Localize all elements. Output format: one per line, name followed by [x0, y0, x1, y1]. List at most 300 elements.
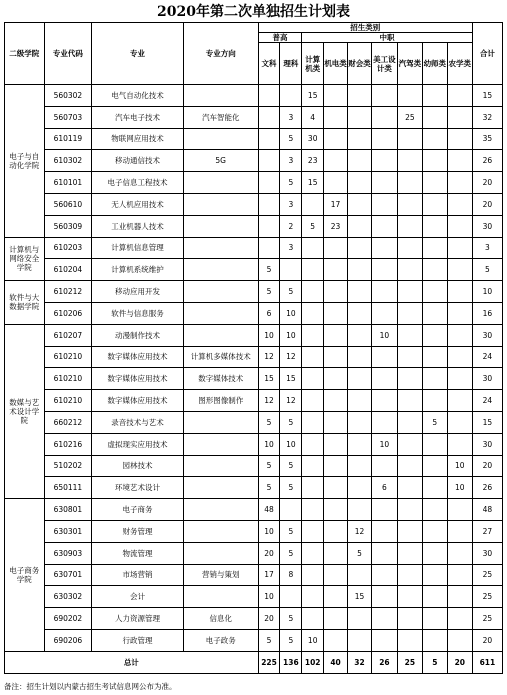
quota-cell — [258, 128, 280, 150]
major-direction: 信息化 — [183, 608, 258, 630]
quota-cell — [302, 368, 324, 390]
quota-cell — [348, 608, 372, 630]
quota-cell — [397, 629, 422, 651]
quota-cell — [397, 608, 422, 630]
quota-cell — [397, 150, 422, 172]
major-name: 电气自动化技术 — [92, 85, 183, 107]
quota-cell — [447, 564, 472, 586]
quota-cell — [447, 542, 472, 564]
major-name: 虚拟现实应用技术 — [92, 433, 183, 455]
quota-cell — [397, 411, 422, 433]
header-col-art-design: 美工设计类 — [371, 43, 397, 85]
quota-cell — [348, 85, 372, 107]
quota-cell — [258, 150, 280, 172]
quota-cell — [324, 629, 348, 651]
quota-cell: 17 — [258, 564, 280, 586]
totals-cell: 25 — [397, 651, 422, 673]
table-row — [5, 411, 503, 433]
quota-cell: 5 — [280, 542, 302, 564]
quota-cell — [447, 324, 472, 346]
major-direction — [183, 128, 258, 150]
major-direction — [183, 324, 258, 346]
quota-cell — [324, 259, 348, 281]
quota-cell — [258, 193, 280, 215]
major-name: 人力资源管理 — [92, 608, 183, 630]
table-row — [5, 477, 503, 499]
quota-cell: 15 — [258, 368, 280, 390]
row-total: 20 — [472, 193, 502, 215]
quota-cell — [258, 106, 280, 128]
quota-cell — [422, 172, 447, 194]
row-total: 15 — [472, 411, 502, 433]
totals-label: 总计 — [5, 651, 259, 673]
table-row — [5, 346, 503, 368]
header-col-driving: 汽驾类 — [397, 43, 422, 85]
quota-cell — [258, 215, 280, 237]
quota-cell: 48 — [258, 499, 280, 521]
quota-cell — [324, 346, 348, 368]
quota-cell — [397, 542, 422, 564]
row-total: 30 — [472, 215, 502, 237]
totals-cell: 26 — [371, 651, 397, 673]
quota-cell — [302, 346, 324, 368]
major-direction — [183, 411, 258, 433]
college-name: 电子与自动化学院 — [5, 85, 45, 238]
major-direction: 数字媒体技术 — [183, 368, 258, 390]
quota-cell — [447, 237, 472, 259]
quota-cell — [324, 368, 348, 390]
quota-cell: 20 — [258, 608, 280, 630]
header-col-accounting: 财会类 — [348, 43, 372, 85]
quota-cell: 15 — [280, 368, 302, 390]
quota-cell: 20 — [258, 542, 280, 564]
quota-cell — [397, 477, 422, 499]
quota-cell — [397, 433, 422, 455]
quota-cell: 5 — [280, 281, 302, 303]
quota-cell: 5 — [258, 259, 280, 281]
header-total: 合计 — [472, 23, 502, 85]
quota-cell — [324, 477, 348, 499]
quota-cell — [371, 520, 397, 542]
table-row — [5, 85, 503, 107]
grand-total: 611 — [472, 651, 502, 673]
quota-cell — [447, 520, 472, 542]
row-total: 25 — [472, 586, 502, 608]
quota-cell — [447, 368, 472, 390]
quota-cell — [422, 542, 447, 564]
row-total: 20 — [472, 172, 502, 194]
header-college: 二级学院 — [5, 23, 45, 85]
quota-cell: 10 — [447, 455, 472, 477]
row-total: 5 — [472, 259, 502, 281]
quota-cell — [422, 346, 447, 368]
quota-cell — [348, 172, 372, 194]
quota-cell: 12 — [280, 390, 302, 412]
quota-cell — [371, 608, 397, 630]
major-name: 录音技术与艺术 — [92, 411, 183, 433]
quota-cell — [348, 411, 372, 433]
quota-cell — [280, 499, 302, 521]
quota-cell — [348, 477, 372, 499]
quota-cell — [371, 106, 397, 128]
quota-cell — [348, 433, 372, 455]
college-name: 电子商务学院 — [5, 499, 45, 652]
major-direction — [183, 259, 258, 281]
quota-cell — [324, 608, 348, 630]
major-name: 物联网应用技术 — [92, 128, 183, 150]
quota-cell: 12 — [258, 390, 280, 412]
major-name: 数字媒体应用技术 — [92, 368, 183, 390]
quota-cell: 10 — [258, 433, 280, 455]
quota-cell — [302, 564, 324, 586]
quota-cell: 10 — [280, 433, 302, 455]
quota-cell — [422, 150, 447, 172]
quota-cell — [422, 499, 447, 521]
major-direction — [183, 85, 258, 107]
quota-cell: 23 — [302, 150, 324, 172]
quota-cell — [422, 390, 447, 412]
quota-cell — [371, 411, 397, 433]
quota-cell: 5 — [280, 128, 302, 150]
header-vocational: 中职 — [302, 33, 473, 43]
quota-cell — [397, 324, 422, 346]
quota-cell: 10 — [447, 477, 472, 499]
quota-cell — [324, 85, 348, 107]
quota-cell: 5 — [422, 411, 447, 433]
quota-cell: 6 — [258, 302, 280, 324]
header-general: 普高 — [258, 33, 302, 43]
quota-cell — [447, 193, 472, 215]
major-code: 690206 — [44, 629, 92, 651]
quota-cell — [371, 586, 397, 608]
quota-cell — [422, 477, 447, 499]
quota-cell: 3 — [280, 193, 302, 215]
quota-cell: 5 — [258, 629, 280, 651]
quota-cell — [348, 237, 372, 259]
quota-cell: 10 — [258, 586, 280, 608]
quota-cell — [447, 106, 472, 128]
table-row — [5, 237, 503, 259]
quota-cell — [447, 346, 472, 368]
quota-cell — [371, 128, 397, 150]
quota-cell: 6 — [371, 477, 397, 499]
major-code: 610204 — [44, 259, 92, 281]
major-code: 610302 — [44, 150, 92, 172]
quota-cell — [371, 237, 397, 259]
quota-cell — [348, 629, 372, 651]
quota-cell — [422, 281, 447, 303]
major-code: 560302 — [44, 85, 92, 107]
major-code: 630903 — [44, 542, 92, 564]
table-row — [5, 390, 503, 412]
header-col-agronomy: 农学类 — [447, 43, 472, 85]
table-row — [5, 172, 503, 194]
major-code: 650111 — [44, 477, 92, 499]
quota-cell: 10 — [302, 629, 324, 651]
quota-cell — [348, 281, 372, 303]
quota-cell — [397, 302, 422, 324]
major-code: 610210 — [44, 346, 92, 368]
quota-cell: 4 — [302, 106, 324, 128]
quota-cell — [447, 586, 472, 608]
quota-cell — [447, 302, 472, 324]
major-direction — [183, 477, 258, 499]
table-row — [5, 586, 503, 608]
quota-cell — [397, 85, 422, 107]
table-row — [5, 499, 503, 521]
major-direction: 5G — [183, 150, 258, 172]
quota-cell — [302, 324, 324, 346]
major-name: 园林技术 — [92, 455, 183, 477]
quota-cell — [397, 390, 422, 412]
major-direction — [183, 433, 258, 455]
header-col-science: 理科 — [280, 43, 302, 85]
major-direction — [183, 193, 258, 215]
row-total: 15 — [472, 85, 502, 107]
major-direction: 图形图像制作 — [183, 390, 258, 412]
table-row — [5, 608, 503, 630]
quota-cell: 5 — [258, 455, 280, 477]
row-total: 20 — [472, 455, 502, 477]
quota-cell — [324, 542, 348, 564]
quota-cell — [302, 520, 324, 542]
quota-cell — [302, 542, 324, 564]
major-direction — [183, 237, 258, 259]
quota-cell — [324, 302, 348, 324]
quota-cell — [324, 150, 348, 172]
quota-cell — [397, 564, 422, 586]
major-code: 630302 — [44, 586, 92, 608]
quota-cell — [258, 237, 280, 259]
quota-cell — [447, 390, 472, 412]
college-name: 计算机与网络安全学院 — [5, 237, 45, 281]
major-code: 630701 — [44, 564, 92, 586]
totals-cell: 40 — [324, 651, 348, 673]
table-row — [5, 520, 503, 542]
quota-cell — [371, 150, 397, 172]
quota-cell — [348, 324, 372, 346]
row-total: 30 — [472, 368, 502, 390]
major-code: 610210 — [44, 368, 92, 390]
quota-cell: 15 — [348, 586, 372, 608]
quota-cell: 5 — [258, 477, 280, 499]
quota-cell — [447, 411, 472, 433]
major-name: 市场营销 — [92, 564, 183, 586]
table-row — [5, 259, 503, 281]
major-name: 电子商务 — [92, 499, 183, 521]
row-total: 3 — [472, 237, 502, 259]
major-name: 计算机信息管理 — [92, 237, 183, 259]
college-name: 软件与大数据学院 — [5, 281, 45, 325]
quota-cell — [371, 542, 397, 564]
major-direction — [183, 172, 258, 194]
quota-cell — [422, 629, 447, 651]
row-total: 10 — [472, 281, 502, 303]
totals-cell: 102 — [302, 651, 324, 673]
quota-cell — [371, 564, 397, 586]
row-total: 25 — [472, 564, 502, 586]
quota-cell — [302, 433, 324, 455]
quota-cell — [302, 259, 324, 281]
major-name: 数字媒体应用技术 — [92, 346, 183, 368]
totals-row — [5, 651, 503, 673]
quota-cell — [348, 390, 372, 412]
quota-cell — [422, 324, 447, 346]
quota-cell — [422, 586, 447, 608]
major-name: 移动应用开发 — [92, 281, 183, 303]
quota-cell — [324, 411, 348, 433]
quota-cell — [302, 390, 324, 412]
quota-cell — [397, 455, 422, 477]
quota-cell: 10 — [371, 433, 397, 455]
header-col-preschool: 幼师类 — [422, 43, 447, 85]
quota-cell — [397, 128, 422, 150]
quota-cell: 25 — [397, 106, 422, 128]
quota-cell — [447, 215, 472, 237]
row-total: 27 — [472, 520, 502, 542]
major-code: 610207 — [44, 324, 92, 346]
totals-cell: 5 — [422, 651, 447, 673]
totals-cell: 20 — [447, 651, 472, 673]
quota-cell — [324, 106, 348, 128]
major-name: 移动通信技术 — [92, 150, 183, 172]
quota-cell — [397, 346, 422, 368]
quota-cell — [324, 586, 348, 608]
quota-cell — [371, 193, 397, 215]
quota-cell — [348, 455, 372, 477]
quota-cell — [324, 390, 348, 412]
quota-cell: 12 — [258, 346, 280, 368]
quota-cell: 5 — [280, 172, 302, 194]
major-direction — [183, 215, 258, 237]
major-code: 610101 — [44, 172, 92, 194]
quota-cell — [302, 281, 324, 303]
major-direction: 营销与策划 — [183, 564, 258, 586]
quota-cell — [447, 128, 472, 150]
quota-cell — [324, 455, 348, 477]
quota-cell — [422, 302, 447, 324]
table-row — [5, 368, 503, 390]
quota-cell — [348, 128, 372, 150]
footnote: 备注：招生计划以内蒙古招生考试信息网公布为准。 — [4, 682, 177, 691]
quota-cell — [324, 499, 348, 521]
quota-cell — [280, 586, 302, 608]
quota-cell — [447, 433, 472, 455]
quota-cell — [371, 346, 397, 368]
row-total: 25 — [472, 608, 502, 630]
totals-cell: 32 — [348, 651, 372, 673]
quota-cell — [324, 237, 348, 259]
quota-cell — [348, 150, 372, 172]
quota-cell — [348, 346, 372, 368]
quota-cell — [371, 259, 397, 281]
college-name: 数媒与艺术设计学院 — [5, 324, 45, 498]
quota-cell — [422, 193, 447, 215]
table-row — [5, 150, 503, 172]
quota-cell: 12 — [280, 346, 302, 368]
quota-cell — [371, 368, 397, 390]
quota-cell — [324, 128, 348, 150]
quota-cell — [371, 172, 397, 194]
table-row — [5, 455, 503, 477]
major-name: 数字媒体应用技术 — [92, 390, 183, 412]
quota-cell — [280, 259, 302, 281]
quota-cell: 17 — [324, 193, 348, 215]
quota-cell — [302, 477, 324, 499]
table-row — [5, 193, 503, 215]
quota-cell — [302, 586, 324, 608]
quota-cell — [447, 608, 472, 630]
quota-cell: 8 — [280, 564, 302, 586]
table-row — [5, 106, 503, 128]
table-body — [5, 85, 503, 674]
totals-cell: 136 — [280, 651, 302, 673]
major-code: 560610 — [44, 193, 92, 215]
quota-cell — [371, 85, 397, 107]
major-direction — [183, 520, 258, 542]
quota-cell — [422, 215, 447, 237]
major-code: 510202 — [44, 455, 92, 477]
major-code: 690202 — [44, 608, 92, 630]
quota-cell — [422, 455, 447, 477]
quota-cell: 5 — [302, 215, 324, 237]
major-direction — [183, 542, 258, 564]
quota-cell: 5 — [348, 542, 372, 564]
quota-cell: 5 — [280, 608, 302, 630]
quota-cell — [280, 85, 302, 107]
header-major: 专业 — [92, 23, 183, 85]
quota-cell — [302, 237, 324, 259]
quota-cell — [348, 106, 372, 128]
quota-cell — [371, 281, 397, 303]
quota-cell — [302, 411, 324, 433]
quota-cell — [397, 499, 422, 521]
table-row — [5, 302, 503, 324]
major-direction — [183, 455, 258, 477]
quota-cell — [348, 193, 372, 215]
major-name: 工业机器人技术 — [92, 215, 183, 237]
table-row — [5, 281, 503, 303]
quota-cell — [397, 215, 422, 237]
quota-cell: 30 — [302, 128, 324, 150]
table-row — [5, 564, 503, 586]
row-total: 26 — [472, 477, 502, 499]
quota-cell — [447, 499, 472, 521]
row-total: 24 — [472, 346, 502, 368]
major-name: 汽车电子技术 — [92, 106, 183, 128]
row-total: 30 — [472, 433, 502, 455]
quota-cell — [302, 302, 324, 324]
quota-cell: 5 — [280, 629, 302, 651]
quota-cell — [397, 172, 422, 194]
quota-cell — [422, 259, 447, 281]
major-direction — [183, 281, 258, 303]
quota-cell — [324, 520, 348, 542]
major-name: 电子信息工程技术 — [92, 172, 183, 194]
enrollment-plan-table — [4, 22, 503, 674]
quota-cell — [397, 520, 422, 542]
header-direction: 专业方向 — [183, 23, 258, 85]
quota-cell — [324, 172, 348, 194]
quota-cell — [447, 85, 472, 107]
quota-cell: 10 — [280, 302, 302, 324]
quota-cell — [348, 215, 372, 237]
quota-cell — [348, 564, 372, 586]
row-total: 32 — [472, 106, 502, 128]
major-code: 610210 — [44, 390, 92, 412]
quota-cell: 3 — [280, 150, 302, 172]
row-total: 24 — [472, 390, 502, 412]
